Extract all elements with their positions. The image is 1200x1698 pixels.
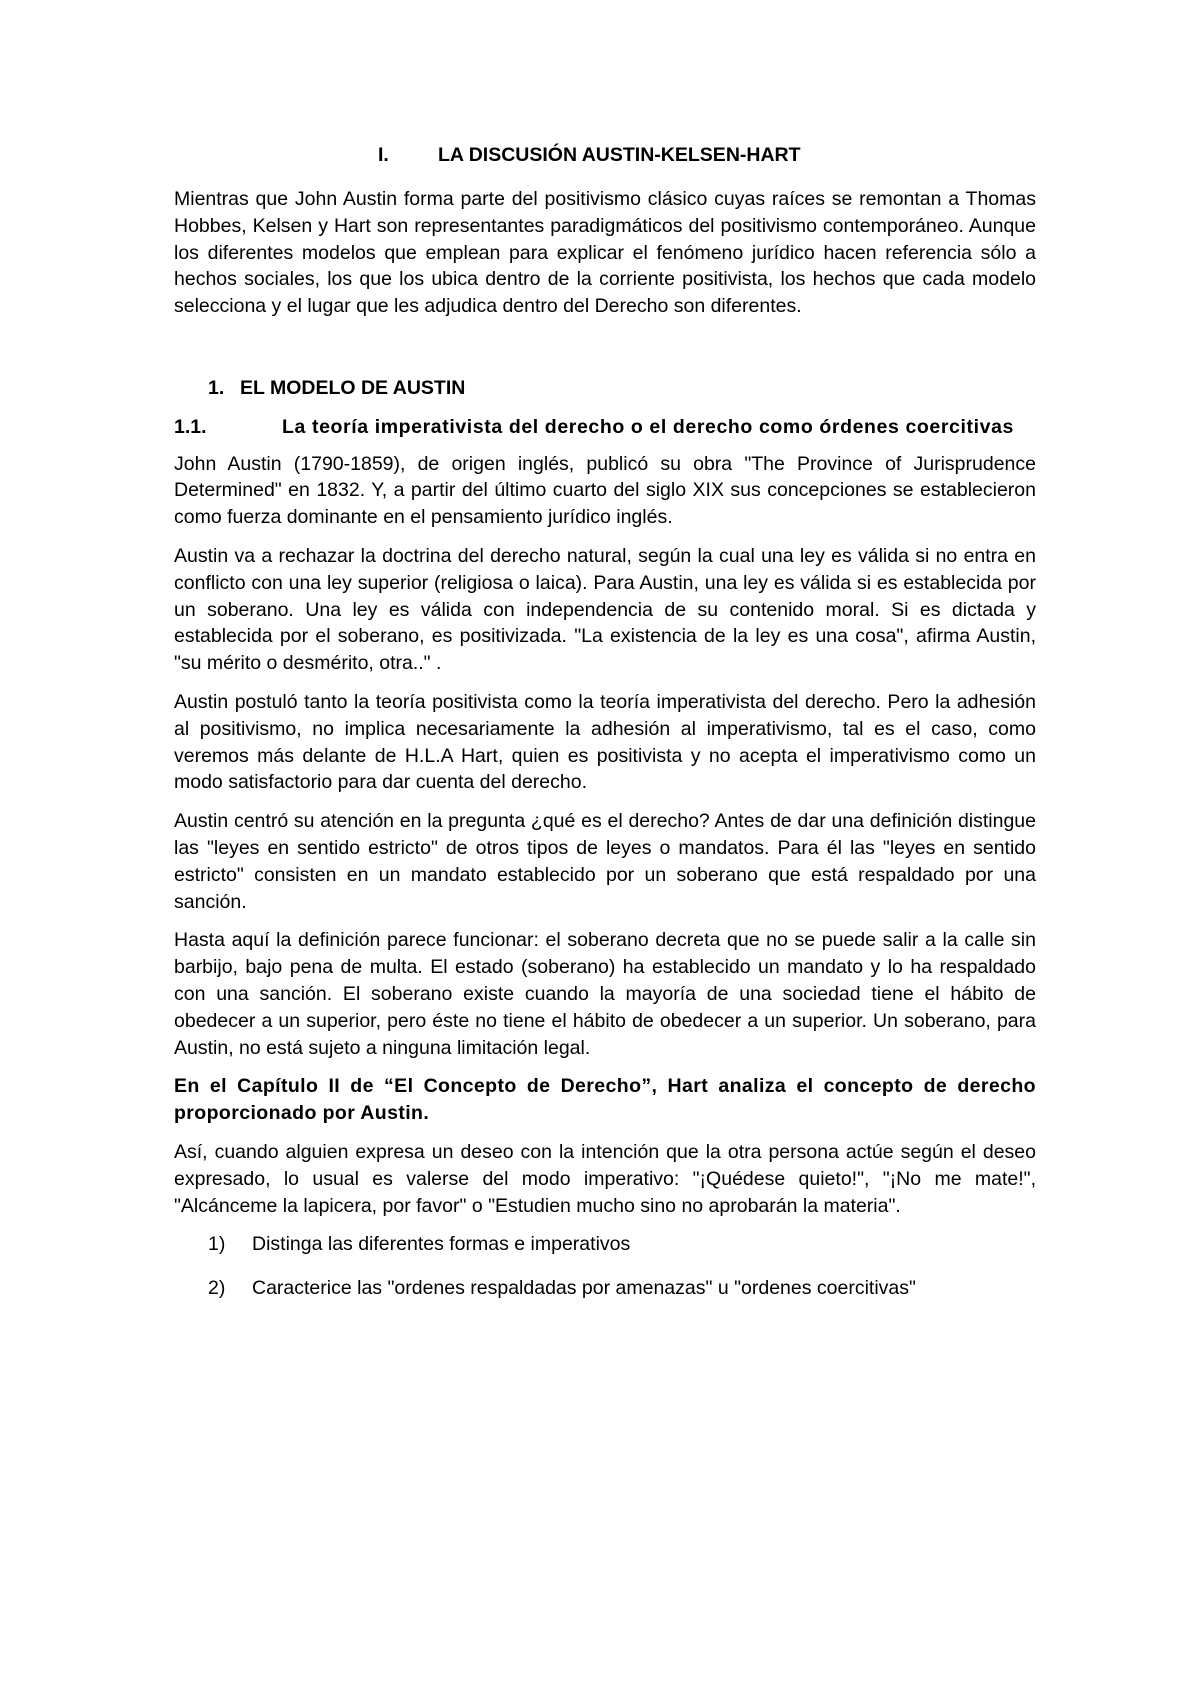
list-item-text: Caracterice las "ordenes respaldadas por amenazas" u "ordenes coercitivas" xyxy=(252,1277,916,1300)
subsection-title: La teoría imperativista del derecho o el derecho como órdenes coercitivas xyxy=(282,415,1014,438)
body-paragraph: John Austin (1790-1859), de origen inglés, publicó su obra "The Province of Jurisprudence Determined" en 1832. Y, a partir del último cuarto del siglo XIX sus concepciones se establecieron como fuerza dominante en el pensamiento jurídico inglés. xyxy=(174,452,1036,529)
body-paragraph: Austin va a rechazar la doctrina del derecho natural, según la cual una ley es válida si no entra en conflicto con una ley superior (religiosa o laica). Para Austin, una ley es válida si es establecida por un soberano. Una ley es válida con independencia de su contenido moral. Si es dictada y establecida por el soberano, es positivizada. "La existencia de la ley es una cosa", afirma Austin, "su mérito o desmérito, otra.." . xyxy=(174,544,1036,675)
intro-paragraph: Mientras que John Austin forma parte del positivismo clásico cuyas raíces se remontan a Thomas Hobbes, Kelsen y Hart son representantes paradigmáticos del positivismo contemporáneo. Aunque los diferentes modelos que emplean para explicar el fenómeno jurídico hacen referencia sólo a hechos sociales, los que los ubica dentro de la corriente positivista, los hechos que cada modelo selecciona y el lugar que les adjudica dentro del Derecho son diferentes. xyxy=(174,188,1036,318)
chapter-number: I. xyxy=(378,144,389,166)
list-item-text: Distinga las diferentes formas e imperativos xyxy=(252,1233,631,1256)
section-number: 1. xyxy=(208,376,225,399)
body-paragraph: Hasta aquí la definición parece funcionar: el soberano decreta que no se puede salir a la calle sin barbijo, bajo pena de multa. El estado (soberano) ha establecido un mandato y lo ha respaldado con una sanción. El soberano existe cuando la mayoría de una sociedad tiene el hábito de obedecer a un superior, pero éste no tiene el hábito de obedecer a un superior. Un soberano, para Austin, no está sujeto a ninguna limitación legal. xyxy=(174,929,1036,1059)
subsection-heading xyxy=(174,414,1036,441)
closing-paragraph: Así, cuando alguien expresa un deseo con la intención que la otra persona actúe según el deseo expresado, lo usual es valerse del modo imperativo: "¡Quédese quieto!", "¡No me mate!", "Alcánceme la lapicera, por favor" o "Estudien mucho sino no aprobarán la materia". xyxy=(174,1140,1036,1217)
question-list xyxy=(174,1231,1036,1302)
list-item-number: 2) xyxy=(208,1277,226,1300)
chapter-title xyxy=(174,142,1036,170)
list-item xyxy=(174,1231,1036,1258)
list-item-number: 1) xyxy=(208,1233,226,1256)
subsection-number: 1.1. xyxy=(174,415,207,438)
body-paragraph: Austin centró su atención en la pregunta ¿qué es el derecho? Antes de dar una definición distingue las "leyes en sentido estricto" de otros tipos de leyes o mandatos. Para él las "leyes en sentido estricto" consisten en un mandato establecido por un soberano que está respaldado por una sanción. xyxy=(174,810,1036,913)
section-heading xyxy=(174,375,1036,402)
list-item xyxy=(174,1275,1036,1302)
chapter-title-text: LA DISCUSIÓN AUSTIN-KELSEN-HART xyxy=(438,144,801,166)
document-page xyxy=(174,142,1036,1319)
body-paragraph: Austin postuló tanto la teoría positivista como la teoría imperativista del derecho. Pero la adhesión al positivismo, no implica necesariamente la adhesión al imperativismo, tal es el caso, como veremos más delante de H.L.A Hart, quien es positivista y no acepta el imperativismo como un modo satisfactorio para dar cuenta del derecho. xyxy=(174,690,1036,794)
section-title: EL MODELO DE AUSTIN xyxy=(240,376,466,399)
bold-paragraph: En el Capítulo II de “El Concepto de Derecho”, Hart analiza el concepto de derecho proporcionado por Austin. xyxy=(174,1075,1036,1125)
